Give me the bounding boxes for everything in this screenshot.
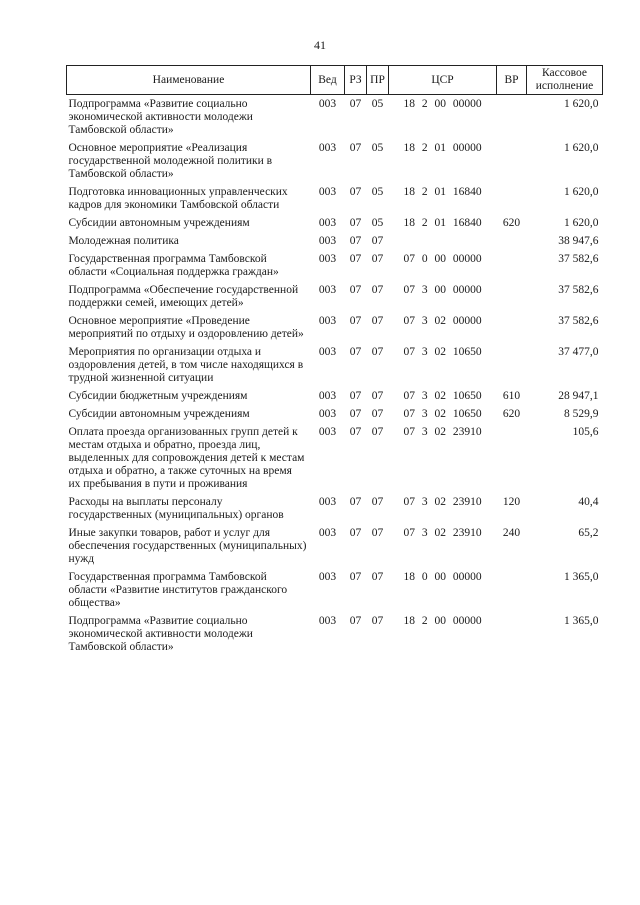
row-ved: 003 — [318, 235, 337, 247]
row-csr: 07 3 02 23910 — [403, 496, 482, 508]
row-name: Подготовка инновационных управленческих кадров для экономики Тамбовской области — [68, 186, 288, 211]
row-name: Иные закупки товаров, работ и услуг для обеспечения государственных (муниципальных) нужд — [68, 527, 307, 565]
row-pr: 07 — [371, 426, 384, 438]
table-row — [67, 95, 603, 141]
row-csr: 07 3 00 00000 — [403, 284, 482, 296]
row-rz: 07 — [349, 142, 362, 154]
row-name: Подпрограмма «Развитие социально экономической активности молодежи Тамбовской области» — [68, 615, 253, 653]
row-pr: 07 — [371, 284, 384, 296]
row-csr: 07 3 02 23910 — [403, 426, 482, 438]
row-ved: 003 — [318, 253, 337, 265]
row-ved: 003 — [318, 315, 337, 327]
row-rz: 07 — [349, 253, 362, 265]
table-row — [67, 494, 603, 525]
row-ved: 003 — [318, 142, 337, 154]
row-rz: 07 — [349, 527, 362, 539]
row-rz: 07 — [349, 186, 362, 198]
row-vr: 610 — [502, 390, 521, 402]
row-pr: 07 — [371, 346, 384, 358]
row-vr — [497, 233, 527, 251]
row-ved: 003 — [318, 615, 337, 627]
row-sum: 1 620,0 — [564, 186, 599, 198]
table-row — [67, 251, 603, 282]
table-row — [67, 424, 603, 494]
row-csr: 07 0 00 00000 — [403, 253, 482, 265]
row-sum: 28 947,1 — [558, 390, 599, 402]
row-name: Субсидии автономным учреждениям — [68, 408, 250, 420]
row-rz: 07 — [349, 496, 362, 508]
row-ved: 003 — [318, 571, 337, 583]
row-ved: 003 — [318, 426, 337, 438]
row-pr: 07 — [371, 408, 384, 420]
row-vr — [497, 251, 527, 282]
row-vr — [497, 140, 527, 184]
row-rz: 07 — [349, 284, 362, 296]
row-sum: 1 620,0 — [564, 217, 599, 229]
row-vr: 620 — [502, 408, 521, 420]
row-csr: 18 2 00 00000 — [403, 98, 482, 110]
row-sum: 37 477,0 — [558, 346, 599, 358]
row-rz: 07 — [349, 98, 362, 110]
row-rz: 07 — [349, 346, 362, 358]
row-pr: 07 — [371, 615, 384, 627]
row-pr: 07 — [371, 315, 384, 327]
row-vr — [497, 184, 527, 215]
row-sum: 40,4 — [578, 496, 599, 508]
row-ved: 003 — [318, 284, 337, 296]
row-pr: 05 — [371, 186, 384, 198]
row-csr: 18 0 00 00000 — [403, 571, 482, 583]
row-name: Мероприятия по организации отдыха и оздоровления детей, в том числе находящихся в трудной жизненной ситуации — [68, 346, 304, 384]
row-name: Субсидии бюджетным учреждениям — [68, 390, 248, 402]
table-row — [67, 282, 603, 313]
row-csr — [389, 233, 497, 251]
row-ved: 003 — [318, 346, 337, 358]
row-sum: 105,6 — [572, 426, 599, 438]
row-ved: 003 — [318, 186, 337, 198]
row-sum: 1 620,0 — [564, 98, 599, 110]
row-vr — [497, 569, 527, 613]
table-row — [67, 313, 603, 344]
row-vr — [497, 282, 527, 313]
row-sum: 38 947,6 — [558, 235, 599, 247]
row-rz: 07 — [349, 615, 362, 627]
row-csr: 07 3 02 23910 — [403, 527, 482, 539]
row-sum: 1 365,0 — [564, 571, 599, 583]
row-csr: 18 2 01 16840 — [403, 186, 482, 198]
row-pr: 05 — [371, 217, 384, 229]
row-name: Государственная программа Тамбовской области «Социальная поддержка граждан» — [68, 253, 279, 278]
row-ved: 003 — [318, 98, 337, 110]
row-ved: 003 — [318, 527, 337, 539]
row-csr: 18 2 01 16840 — [403, 217, 482, 229]
row-vr — [497, 95, 527, 141]
row-pr: 05 — [371, 98, 384, 110]
row-pr: 07 — [371, 390, 384, 402]
table-row — [67, 233, 603, 251]
row-name: Подпрограмма «Обеспечение государственной поддержки семей, имеющих детей» — [68, 284, 299, 309]
row-vr: 620 — [502, 217, 521, 229]
row-vr — [497, 313, 527, 344]
row-sum: 1 365,0 — [564, 615, 599, 627]
row-name: Подпрограмма «Развитие социально экономической активности молодежи Тамбовской области» — [68, 98, 253, 136]
header-rz: РЗ — [345, 66, 367, 95]
header-csr: ЦСР — [389, 66, 497, 95]
table-row — [67, 406, 603, 424]
row-pr: 07 — [371, 253, 384, 265]
header-vr: ВР — [497, 66, 527, 95]
table-row — [67, 140, 603, 184]
row-csr: 07 3 02 10650 — [403, 346, 482, 358]
row-pr: 07 — [371, 235, 384, 247]
table-row — [67, 215, 603, 233]
row-rz: 07 — [349, 426, 362, 438]
row-sum: 37 582,6 — [558, 284, 599, 296]
row-pr: 05 — [371, 142, 384, 154]
row-pr: 07 — [371, 527, 384, 539]
row-sum: 8 529,9 — [564, 408, 599, 420]
row-pr: 07 — [371, 571, 384, 583]
row-rz: 07 — [349, 571, 362, 583]
table-row — [67, 184, 603, 215]
row-csr: 07 3 02 00000 — [403, 315, 482, 327]
header-pr: ПР — [367, 66, 389, 95]
page-number: 41 — [314, 38, 326, 52]
row-csr: 18 2 00 00000 — [403, 615, 482, 627]
row-ved: 003 — [318, 390, 337, 402]
row-rz: 07 — [349, 235, 362, 247]
row-vr — [497, 613, 527, 657]
row-sum: 65,2 — [578, 527, 599, 539]
header-sum: Кассовое исполнение — [527, 66, 603, 95]
row-sum: 1 620,0 — [564, 142, 599, 154]
row-csr: 07 3 02 10650 — [403, 408, 482, 420]
row-rz: 07 — [349, 408, 362, 420]
row-name: Оплата проезда организованных групп детей к местам отдыха и обратно, проезда лиц, выделенных для сопровождения детей к местам отдыха и обратно, а также суточных на время их пребывания в пути и проживания — [68, 426, 305, 490]
row-vr — [497, 344, 527, 388]
row-name: Субсидии автономным учреждениям — [68, 217, 250, 229]
table-row — [67, 344, 603, 388]
row-sum: 37 582,6 — [558, 315, 599, 327]
table-row — [67, 525, 603, 569]
row-vr — [497, 424, 527, 494]
row-name: Расходы на выплаты персоналу государственных (муниципальных) органов — [68, 496, 284, 521]
row-pr: 07 — [371, 496, 384, 508]
row-ved: 003 — [318, 496, 337, 508]
table-header-row — [67, 66, 603, 95]
row-vr: 120 — [502, 496, 521, 508]
table-row — [67, 388, 603, 406]
row-rz: 07 — [349, 390, 362, 402]
header-name: Наименование — [67, 66, 311, 95]
table-row — [67, 569, 603, 613]
budget-table — [66, 65, 603, 657]
row-rz: 07 — [349, 217, 362, 229]
row-name: Молодежная политика — [68, 235, 179, 247]
table-row — [67, 613, 603, 657]
row-rz: 07 — [349, 315, 362, 327]
row-ved: 003 — [318, 408, 337, 420]
row-sum: 37 582,6 — [558, 253, 599, 265]
row-name: Основное мероприятие «Реализация государственной молодежной политики в Тамбовской области» — [68, 142, 273, 180]
row-ved: 003 — [318, 217, 337, 229]
header-ved: Вед — [311, 66, 345, 95]
row-name: Государственная программа Тамбовской области «Развитие институтов гражданского общества» — [68, 571, 288, 609]
row-vr: 240 — [502, 527, 521, 539]
row-csr: 18 2 01 00000 — [403, 142, 482, 154]
row-csr: 07 3 02 10650 — [403, 390, 482, 402]
row-name: Основное мероприятие «Проведение мероприятий по отдыху и оздоровлению детей» — [68, 315, 304, 340]
